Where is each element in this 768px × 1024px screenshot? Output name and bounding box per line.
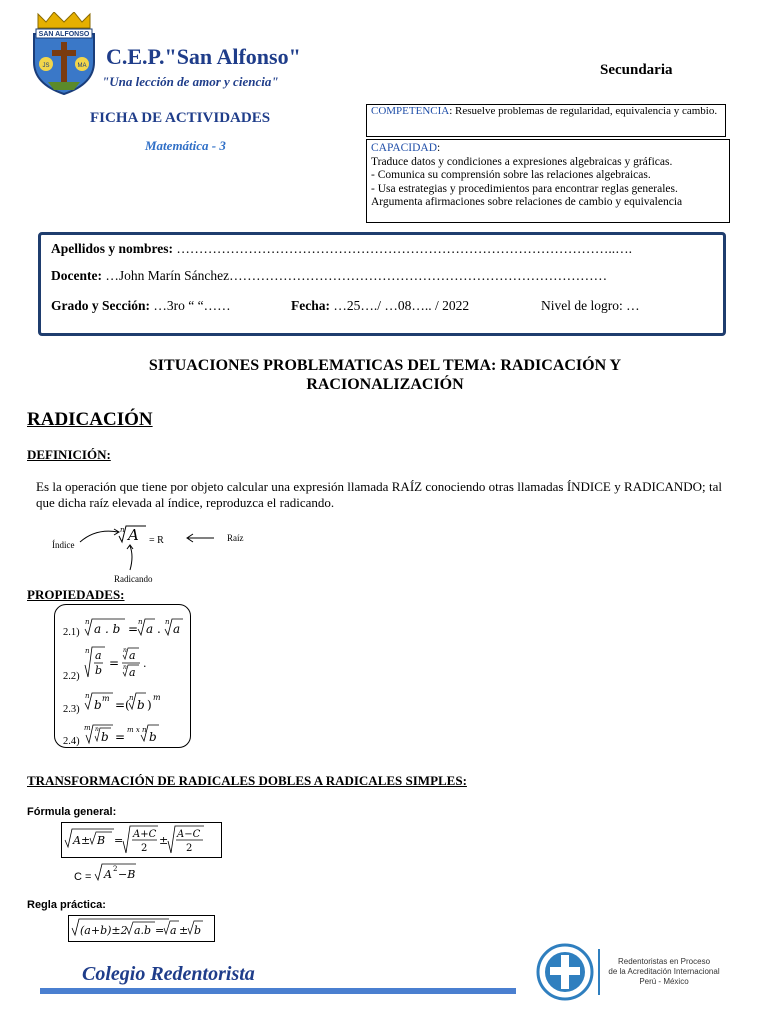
capacidad-label: CAPACIDAD xyxy=(371,142,438,154)
svg-text:B: B xyxy=(97,834,106,847)
property-formula xyxy=(83,643,189,683)
school-name: C.E.P."San Alfonso" xyxy=(106,44,301,69)
svg-text:a: a xyxy=(129,649,136,662)
svg-text:=(: =( xyxy=(115,698,130,712)
property-number: 2.4) xyxy=(63,736,80,747)
grade-row xyxy=(51,298,231,314)
svg-text:b: b xyxy=(95,664,103,677)
practical-rule-formula xyxy=(69,916,213,940)
svg-text:b: b xyxy=(149,730,157,744)
crest-monogram-left: JS xyxy=(42,63,50,69)
definition-text: Es la operación que tiene por objeto calcular una expresión llamada RAÍZ conociendo otras llamadas ÍNDICE y RADICANDO; tal que dicha raíz elevada al índice, reproduzca el radicando. xyxy=(36,479,722,510)
property-formula xyxy=(83,689,189,715)
accreditation-line: Perú - México xyxy=(639,977,689,986)
general-formula-box xyxy=(61,822,222,858)
accreditation-text xyxy=(600,957,728,987)
svg-text:=: = xyxy=(128,622,139,636)
svg-text:±: ± xyxy=(179,924,189,937)
crest-text: SAN ALFONSO xyxy=(38,31,90,38)
svg-text:2: 2 xyxy=(113,865,118,873)
school-motto: "Una lección de amor y ciencia" xyxy=(102,74,279,89)
radicand-label: Radicando xyxy=(114,574,153,584)
svg-text:n: n xyxy=(123,647,127,654)
svg-text:2: 2 xyxy=(186,843,193,854)
subject-label: Matemática - 3 xyxy=(145,138,226,153)
svg-text:a . b: a . b xyxy=(94,622,121,636)
competencia-label: COMPETENCIA xyxy=(371,105,450,117)
property-number: 2.2) xyxy=(63,671,80,682)
general-formula xyxy=(62,823,220,856)
properties-heading: PROPIEDADES: xyxy=(27,587,125,602)
diagram-radicand: A xyxy=(128,526,139,544)
accreditation-line: Redentoristas en Proceso xyxy=(617,957,711,966)
capacidad-suffix: : xyxy=(437,142,441,154)
accreditation-line: de la Acreditación Internacional xyxy=(608,967,720,976)
svg-text:=: = xyxy=(155,924,165,937)
svg-text:m: m xyxy=(84,724,91,732)
svg-text:.: . xyxy=(157,622,161,636)
topic-title xyxy=(60,356,710,394)
svg-text:b: b xyxy=(137,698,145,712)
teacher-label: Docente: xyxy=(51,268,102,283)
name-field[interactable]: ……………………………………………………………………………………..…. xyxy=(173,241,633,256)
property-number: 2.1) xyxy=(63,627,80,638)
transformation-heading: TRANSFORMACIÓN DE RADICALES DOBLES A RADICALES SIMPLES: xyxy=(27,773,467,788)
date-row xyxy=(291,298,469,314)
education-level: Secundaria xyxy=(600,62,673,78)
grade-label: Grado y Sección: xyxy=(51,298,150,313)
competencia-box xyxy=(366,104,726,137)
svg-text:.: . xyxy=(143,657,147,670)
date-field[interactable]: …25…./ …08….. / 2022 xyxy=(329,298,470,313)
sheet-title: FICHA DE ACTIVIDADES xyxy=(90,110,271,126)
capacidad-line: - Usa estrategias y procedimientos para encontrar reglas generales. xyxy=(371,182,678,195)
root-label: Raíz xyxy=(227,533,244,543)
svg-text:a: a xyxy=(129,666,136,679)
achievement-level[interactable]: Nivel de logro: … xyxy=(541,298,640,313)
index-label: Índice xyxy=(52,540,75,550)
capacidad-box xyxy=(366,139,730,223)
svg-text:a: a xyxy=(146,622,154,636)
footer-school-name: Colegio Redentorista xyxy=(82,963,255,985)
teacher-field[interactable]: …John Marín Sánchez………………………………………………………………………… xyxy=(101,268,608,283)
c-formula-label: C = xyxy=(74,871,92,883)
svg-text:n: n xyxy=(85,692,90,700)
name-label: Apellidos y nombres: xyxy=(51,241,174,256)
svg-text:n: n xyxy=(85,647,90,655)
svg-text:): ) xyxy=(147,698,152,712)
svg-text:=: = xyxy=(115,730,126,744)
properties-box xyxy=(54,604,191,748)
svg-text:a: a xyxy=(95,649,102,662)
date-label: Fecha: xyxy=(291,298,330,313)
svg-text:b: b xyxy=(101,730,109,744)
teacher-row xyxy=(51,268,719,284)
redentoristas-cross-icon xyxy=(530,943,600,1001)
competencia-text: : Resuelve problemas de regularidad, equivalencia y cambio. xyxy=(449,105,718,117)
radicacion-heading: RADICACIÓN xyxy=(27,409,153,430)
svg-text:a.b: a.b xyxy=(134,924,152,937)
capacidad-line: - Comunica su comprensión sobre las relaciones algebraicas. xyxy=(371,169,651,181)
svg-text:(a+b)±2: (a+b)±2 xyxy=(80,924,128,937)
svg-text:A−C: A−C xyxy=(177,829,201,840)
footer-divider xyxy=(40,988,516,994)
svg-text:m x n: m x n xyxy=(127,726,147,734)
svg-text:b: b xyxy=(94,698,102,712)
definition-heading: DEFINICIÓN: xyxy=(27,447,111,462)
svg-text:a: a xyxy=(173,622,181,636)
svg-text:n: n xyxy=(123,664,127,671)
svg-text:2: 2 xyxy=(141,843,148,854)
svg-text:m: m xyxy=(102,694,110,703)
school-crest-logo xyxy=(28,12,100,96)
svg-text:n: n xyxy=(165,618,170,626)
property-formula xyxy=(83,721,189,747)
svg-text:=: = xyxy=(109,656,120,670)
svg-text:n: n xyxy=(129,694,134,702)
property-formula xyxy=(83,615,189,639)
student-info-box xyxy=(38,232,726,336)
capacidad-line: Argumenta afirmaciones sobre relaciones de cambio y equivalencia xyxy=(371,196,683,208)
diagram-equals-r: = R xyxy=(149,535,164,546)
property-number: 2.3) xyxy=(63,704,80,715)
svg-text:n: n xyxy=(138,618,143,626)
c-formula xyxy=(94,862,144,884)
svg-text:±: ± xyxy=(159,834,169,847)
svg-text:A+C: A+C xyxy=(133,829,157,840)
svg-text:m: m xyxy=(153,693,161,702)
radical-diagram xyxy=(76,524,226,576)
svg-text:a: a xyxy=(170,924,177,937)
crest-monogram-right: MA xyxy=(77,63,87,69)
svg-text:n: n xyxy=(85,618,90,626)
topic-title-line: RACIONALIZACIÓN xyxy=(306,376,464,393)
topic-title-line: SITUACIONES PROBLEMATICAS DEL TEMA: RADICACIÓN Y xyxy=(148,357,622,374)
svg-text:n: n xyxy=(95,726,99,733)
svg-text:b: b xyxy=(194,924,202,937)
svg-text:−B: −B xyxy=(118,868,136,881)
svg-text:A±: A± xyxy=(73,834,91,847)
svg-text:A: A xyxy=(104,868,112,881)
name-row xyxy=(51,241,719,257)
general-formula-label: Fórmula general: xyxy=(27,806,117,818)
practical-rule-box xyxy=(68,915,215,942)
diagram-index: n xyxy=(120,526,125,534)
grade-field[interactable]: …3ro “ “…… xyxy=(150,298,231,313)
practical-rule-label: Regla práctica: xyxy=(27,899,106,911)
capacidad-line: Traduce datos y condiciones a expresiones algebraicas y gráficas. xyxy=(371,155,673,168)
svg-text:=: = xyxy=(114,834,124,847)
